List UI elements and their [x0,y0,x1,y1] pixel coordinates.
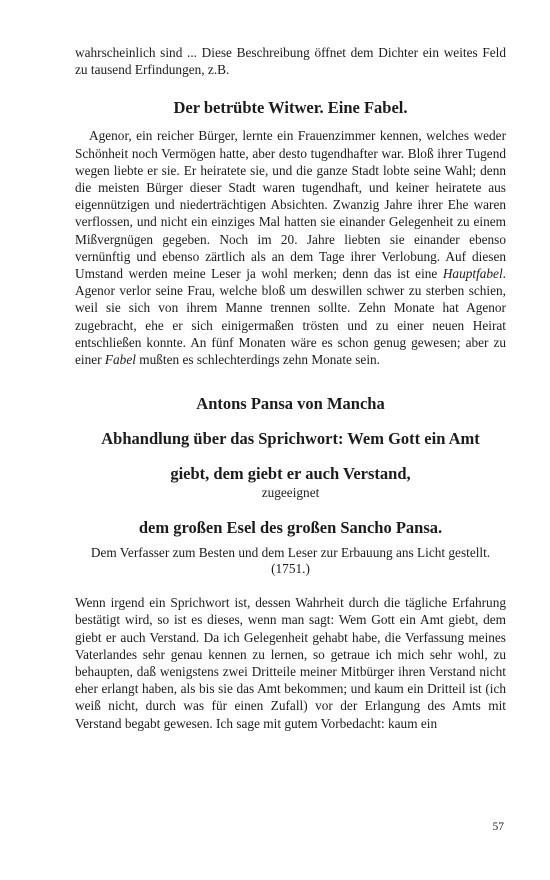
treatise-title-line1: Abhandlung über das Sprichwort: Wem Gott ein Amt [101,429,480,449]
fable-paragraph [75,127,506,368]
fable-title: Der betrübte Witwer. Eine Fabel. [173,98,408,118]
fable-emphasis-hauptfabel: Hauptfabel [442,266,503,282]
treatise-body: Wenn irgend ein Sprichwort ist, dessen Wahrheit durch die tägliche Erfahrung bestätigt wird, so ist es dieses, wenn man sagt: Wem Gott ein Amt giebt, dem giebt er auch Verstand. Da ich Gelegenheit gehabt habe, die Verfassung meines Vaterlandes sehr genau kennen zu lernen, so getraue ich mich sehr wohl, zu behaupten, daß wenigstens zwei Dritteile meiner Mitbürger ihren Verstand nicht eher erlangt haben, als bis sie das Amt bekommen; und kaum ein Dritteil ist (ich weiß nicht, durch was für einen Zufall) vor der Erlangung des Amts mit Verstand begabt gewesen. Ich sage mit gutem Vorbedacht: kaum ein [75,595,506,731]
fable-text-1: Agenor, ein reicher Bürger, lernte ein Frauenzimmer kennen, welches weder Schönheit noch Vermögen hatte, aber desto tugendhafter war. Bloß ihrer Tugend wegen liebte er sie. Er heiratete sie, und die ganze Stadt lobte seine Wahl; denn die meisten Bürger dieser Stadt waren tugendhaft, und keiner heiratete aus eigennützigen und niederträchtigen Absichten. Zwanzig Jahre ihrer Ehe waren verflossen, und nicht ein einziges Mal hatten sie einander Gelegenheit zu einem Mißvergnügen gegeben. Noch im 20. Jahre liebten sie einander ebenso vernünftig und ebenso zärtlich als an dem Tage ihrer Verlobung. Auf diesen Umstand werden meine Leser ja wohl merken; denn das ist eine [75,128,506,282]
treatise-title-line2: giebt, dem giebt er auch Verstand, [170,464,411,484]
fable-text-3: mußten es schlechterdings zehn Monate sein. [135,352,380,368]
page-content [75,44,506,732]
treatise-year: (1751.) [271,561,310,577]
intro-paragraph: wahrscheinlich sind ... Diese Beschreibung öffnet dem Dichter ein weites Feld zu tausend Erfindungen, z.B. [75,45,506,78]
treatise-dedicatee: dem großen Esel des großen Sancho Pansa. [138,518,443,538]
treatise-dedication: zugeeignet [261,485,320,501]
page-number: 57 [492,821,504,833]
fable-text-2: . Agenor verlor seine Frau, welche bloß um deswillen schwer zu sterben schien, weil sie sich von ihrem Manne trennen sollte. Zehn Monate hat Agenor zugebracht, ehe er sich einigermaßen trösten und zu einer neuen Heirat entschließen konnte. An fünf Monaten wäre es schon genug gewesen; aber zu einer [75,266,506,368]
treatise-subtitle: Dem Verfasser zum Besten und dem Leser zur Erbauung ans Licht gestellt. [90,545,491,561]
fable-emphasis-fabel: Fabel [104,352,136,368]
treatise-author: Antons Pansa von Mancha [196,394,385,414]
